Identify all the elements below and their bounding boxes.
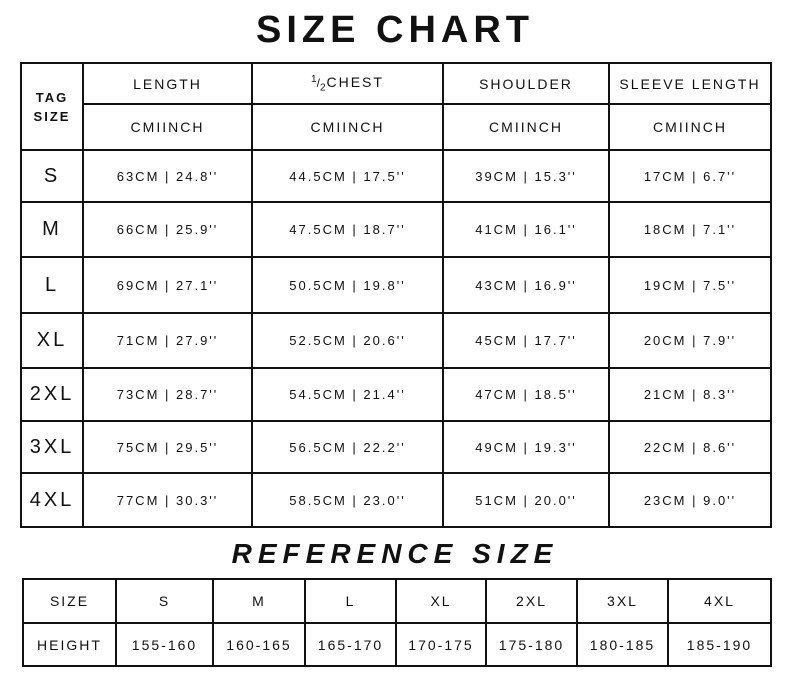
table-row	[21, 421, 771, 473]
tag-size-label-line2: SIZE	[33, 108, 71, 124]
length-value: 63CM | 24.8''	[83, 150, 252, 202]
shoulder-value: 47CM | 18.5''	[443, 368, 609, 421]
shoulder-value: 43CM | 16.9''	[443, 257, 609, 313]
table-row	[21, 313, 771, 368]
shoulder-value: 39CM | 15.3''	[443, 150, 609, 202]
chest-value: 56.5CM | 22.2''	[252, 421, 443, 473]
size-cell: M	[21, 202, 83, 257]
tag-size-header	[21, 63, 83, 150]
shoulder-value: 51CM | 20.0''	[443, 473, 609, 527]
size-chart-table	[20, 62, 772, 528]
chest-value: 52.5CM | 20.6''	[252, 313, 443, 368]
sleeve-value: 18CM | 7.1''	[609, 202, 771, 257]
size-row-label: SIZE	[23, 579, 116, 623]
tag-size-label-line1: TAG	[35, 89, 69, 105]
chest-value: 54.5CM | 21.4''	[252, 368, 443, 421]
height-row-label: HEIGHT	[23, 623, 116, 666]
size-cell: L	[21, 257, 83, 313]
table-row	[21, 473, 771, 527]
shoulder-value: 41CM | 16.1''	[443, 202, 609, 257]
length-value: 71CM | 27.9''	[83, 313, 252, 368]
unit-label-chest: CMIINCH	[252, 104, 443, 150]
shoulder-value: 49CM | 19.3''	[443, 421, 609, 473]
length-value: 66CM | 25.9''	[83, 202, 252, 257]
half-fraction: $^1/_2$	[311, 73, 326, 94]
reference-height-cell: 180-185	[577, 623, 668, 666]
reference-size-cell: S	[116, 579, 213, 623]
reference-height-cell: 160-165	[213, 623, 305, 666]
chest-value: 50.5CM | 19.8''	[252, 257, 443, 313]
sleeve-value: 17CM | 6.7''	[609, 150, 771, 202]
unit-label-length: CMIINCH	[83, 104, 252, 150]
sleeve-value: 20CM | 7.9''	[609, 313, 771, 368]
reference-size-cell: 4XL	[668, 579, 771, 623]
reference-size-cell: 3XL	[577, 579, 668, 623]
table-row	[21, 202, 771, 257]
column-header-shoulder: SHOULDER	[443, 63, 609, 104]
shoulder-value: 45CM | 17.7''	[443, 313, 609, 368]
table-row	[21, 368, 771, 421]
size-cell: S	[21, 150, 83, 202]
reference-height-cell: 155-160	[116, 623, 213, 666]
reference-height-cell: 170-175	[396, 623, 486, 666]
reference-size-cell: XL	[396, 579, 486, 623]
unit-label-shoulder: CMIINCH	[443, 104, 609, 150]
reference-height-cell: 185-190	[668, 623, 771, 666]
sleeve-value: 19CM | 7.5''	[609, 257, 771, 313]
unit-label-sleeve: CMIINCH	[609, 104, 771, 150]
chest-value: 58.5CM | 23.0''	[252, 473, 443, 527]
chest-value: 44.5CM | 17.5''	[252, 150, 443, 202]
chest-value: 47.5CM | 18.7''	[252, 202, 443, 257]
reference-size-row	[23, 579, 771, 623]
sleeve-value: 21CM | 8.3''	[609, 368, 771, 421]
table-row	[21, 257, 771, 313]
reference-size-title: REFERENCE SIZE	[231, 538, 559, 569]
reference-size-cell: 2XL	[486, 579, 577, 623]
reference-size-cell: M	[213, 579, 305, 623]
reference-size-cell: L	[305, 579, 396, 623]
chest-label: CHEST	[326, 73, 384, 90]
reference-height-row	[23, 623, 771, 666]
page-title: SIZE CHART	[256, 9, 534, 51]
size-cell: XL	[21, 313, 83, 368]
size-cell: 2XL	[21, 368, 83, 421]
sleeve-value: 23CM | 9.0''	[609, 473, 771, 527]
reference-size-table	[22, 578, 772, 667]
sleeve-value: 22CM | 8.6''	[609, 421, 771, 473]
column-header-sleeve-length: SLEEVE LENGTH	[609, 63, 771, 104]
length-value: 77CM | 30.3''	[83, 473, 252, 527]
size-cell: 3XL	[21, 421, 83, 473]
length-value: 69CM | 27.1''	[83, 257, 252, 313]
size-cell: 4XL	[21, 473, 83, 527]
column-header-length: LENGTH	[83, 63, 252, 104]
column-header-chest	[252, 63, 443, 104]
reference-height-cell: 165-170	[305, 623, 396, 666]
length-value: 73CM | 28.7''	[83, 368, 252, 421]
length-value: 75CM | 29.5''	[83, 421, 252, 473]
reference-height-cell: 175-180	[486, 623, 577, 666]
table-row	[21, 150, 771, 202]
